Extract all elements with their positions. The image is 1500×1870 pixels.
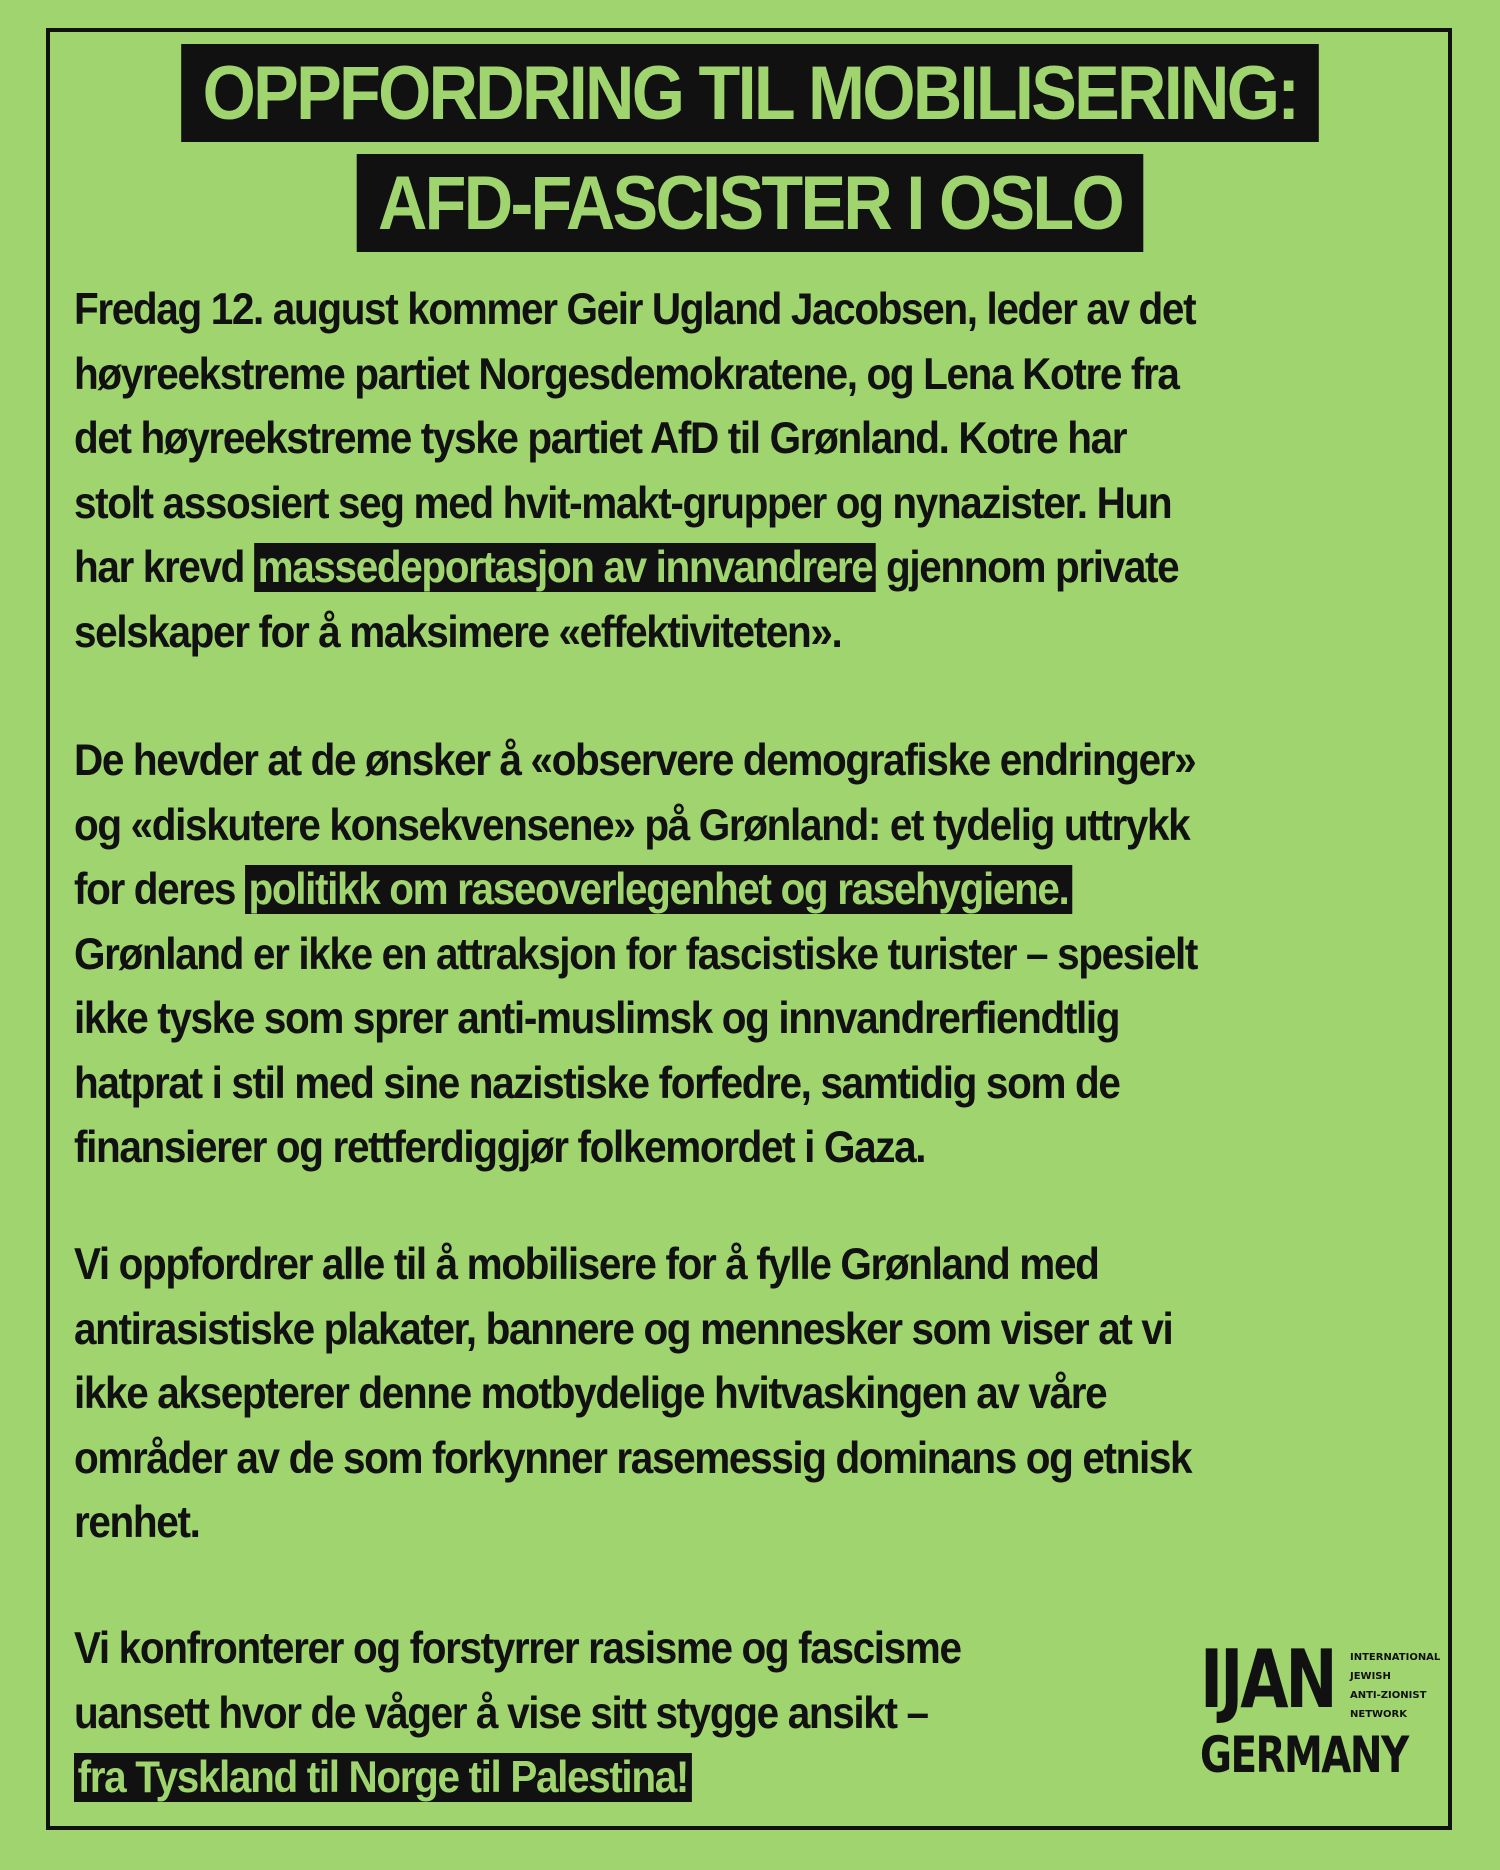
logo-small-line: ANTI-ZIONIST <box>1350 1690 1427 1701</box>
logo-ijan-text: IJAN <box>1200 1633 1335 1726</box>
paragraph-2-line-highlighted <box>74 858 1321 923</box>
paragraph-1-line-highlighted <box>74 536 1321 601</box>
paragraph-4-line-highlighted <box>74 1746 1321 1811</box>
paragraph-3-line: Vi oppfordrer alle til å mobilisere for å fylle Grønland med <box>74 1240 1099 1289</box>
title-line-1-text: OPPFORDRING TIL MOBILISERING: <box>181 44 1319 142</box>
paragraph-1-line: stolt assosiert seg med hvit-makt-grupper og nynazister. Hun <box>74 478 1172 528</box>
paragraph-3-line: områder av de som forkynner rasemessig dominans og etnisk <box>74 1433 1192 1483</box>
line-text: gjennom private <box>876 543 1179 592</box>
ijan-germany-logo <box>1200 1633 1441 1788</box>
logo-germany-text: GERMANY <box>1200 1726 1408 1784</box>
highlighted-phrase: politikk om raseoverlegenhet og rasehygiene. <box>245 865 1072 914</box>
logo-small-line: INTERNATIONAL <box>1350 1652 1441 1663</box>
paragraph-4-line: Vi konfronterer og forstyrrer rasisme og fascisme <box>74 1624 961 1673</box>
paragraph-3-line: ikke aksepterer denne motbydelige hvitvaskingen av våre <box>74 1369 1107 1418</box>
title-line-2-text: AFD-FASCISTER I OSLO <box>356 154 1143 252</box>
paragraph-3 <box>74 1233 1321 1556</box>
paragraph-3-line: antirasistiske plakater, bannere og mennesker som viser at vi <box>74 1304 1173 1354</box>
paragraph-1-line: det høyreekstreme tyske partiet AfD til Grønland. Kotre har <box>74 414 1127 463</box>
paragraph-2-line: Grønland er ikke en attraksjon for fascistiske turister – spesielt <box>74 929 1197 979</box>
paragraph-1-line: selskaper for å maksimere «effektiviteten». <box>74 607 842 657</box>
paragraph-1-line: Fredag 12. august kommer Geir Ugland Jacobsen, leder av det <box>74 285 1196 334</box>
paragraph-1-line: høyreekstreme partiet Norgesdemokratene, og Lena Kotre fra <box>74 349 1179 399</box>
poster-title-line-2 <box>75 154 1425 252</box>
paragraph-2 <box>74 729 1321 1181</box>
highlighted-slogan: fra Tyskland til Norge til Palestina! <box>74 1753 692 1802</box>
logo-network-name <box>1350 1648 1440 1724</box>
paragraph-2-line: hatprat i stil med sine nazistiske forfedre, samtidig som de <box>74 1058 1120 1108</box>
paragraph-2-line: ikke tyske som sprer anti-muslimsk og innvandrerfiendtlig <box>74 994 1120 1043</box>
line-text: for deres <box>74 865 245 914</box>
highlighted-phrase: massedeportasjon av innvandrere <box>254 543 876 592</box>
paragraph-3-line: renhet. <box>74 1498 200 1547</box>
logo-small-line: NETWORK <box>1350 1709 1408 1720</box>
paragraph-2-line: finansierer og rettferdiggjør folkemordet i Gaza. <box>74 1123 926 1172</box>
paragraph-2-line: De hevder at de ønsker å «observere demografiske endringer» <box>74 736 1196 785</box>
paragraph-2-line: og «diskutere konsekvensene» på Grønland: et tydelig uttrykk <box>74 800 1190 850</box>
paragraph-1 <box>74 278 1321 665</box>
paragraph-4 <box>74 1617 1321 1811</box>
poster-title-line-1 <box>75 44 1425 142</box>
paragraph-4-line: uansett hvor de våger å vise sitt stygge ansikt – <box>74 1688 928 1738</box>
line-text: har krevd <box>74 543 254 592</box>
logo-small-line: JEWISH <box>1350 1671 1391 1682</box>
